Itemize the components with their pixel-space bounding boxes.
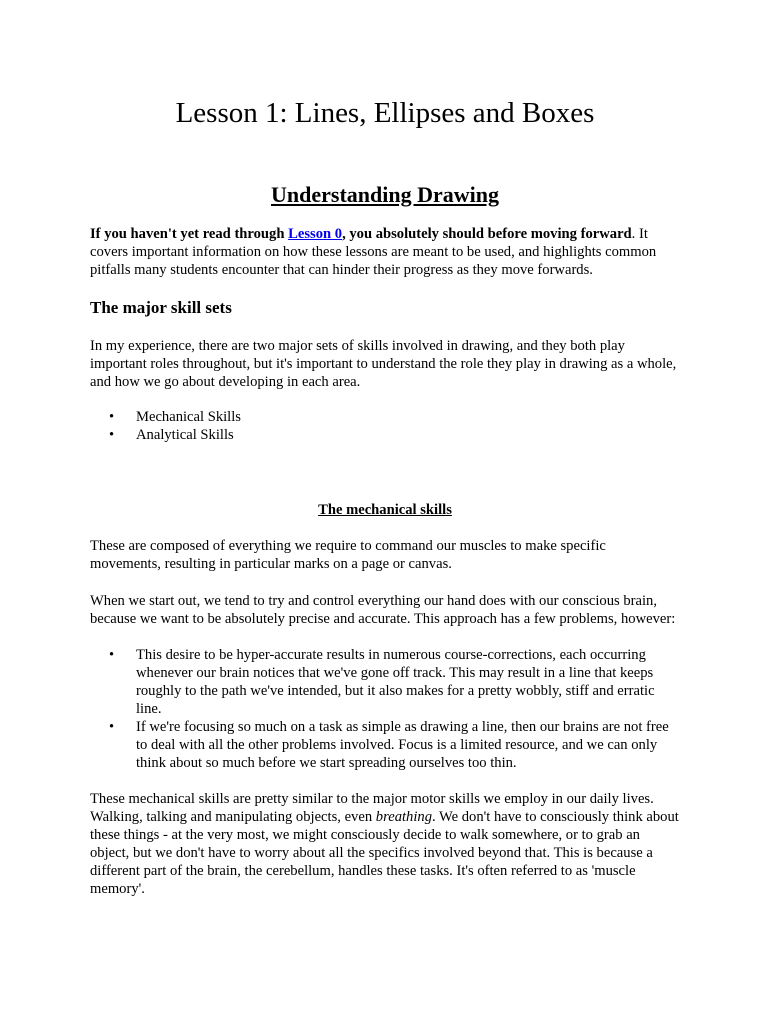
bullet-icon: • xyxy=(109,647,115,663)
list-item xyxy=(109,408,680,426)
mechanical-paragraph-2: When we start out, we tend to try and control everything our hand does with our conscious brain, because we want to be absolutely precise and accurate. This approach has a few problems, however: xyxy=(90,593,676,627)
lesson-0-link[interactable]: Lesson 0 xyxy=(288,226,343,242)
list-item-text: This desire to be hyper-accurate results in numerous course-corrections, each occurring whenever our brain notices that we've gone off track. This may result in a line that keeps roughly to the path we've intended, but it also makes for a pretty wobbly, stiff and erratic line. xyxy=(136,647,655,717)
list-item-text: Analytical Skills xyxy=(136,427,234,443)
list-item-text: If we're focusing so much on a task as simple as drawing a line, then our brains are not free to deal with all the other problems involved. Focus is a limited resource, and we can only think about so much before we start spreading ourselves too thin. xyxy=(136,719,669,771)
mechanical-p3-after: . We don't have to consciously think about these things - at the very most, we might consciously decide to walk somewhere, or to grab an object, but we don't have to worry about all the specifics involved beyond that. This is because a different part of the brain, the cerebellum, handles these tasks. It's often referred to as 'muscle memory'. xyxy=(90,809,679,897)
mechanical-paragraph-3 xyxy=(90,790,680,898)
bullet-icon: • xyxy=(109,427,115,443)
mechanical-paragraph-1: These are composed of everything we require to command our muscles to make specific movements, resulting in particular marks on a page or canvas. xyxy=(90,538,606,572)
mechanical-skills-heading: The mechanical skills xyxy=(318,502,452,518)
section-heading-understanding-drawing: Understanding Drawing xyxy=(271,182,499,207)
breathing-emphasis: breathing xyxy=(375,809,432,825)
major-skill-sets-heading: The major skill sets xyxy=(90,298,232,317)
bullet-icon: • xyxy=(109,409,115,425)
mechanical-p3-before: These mechanical skills are pretty similar to the major motor skills we employ in our daily lives. Walking, talking and manipulating objects, even xyxy=(90,791,654,825)
intro-rest: . It covers important information on how these lessons are meant to be used, and highlights common pitfalls many students encounter that can hinder their progress as they move forwards. xyxy=(90,226,657,278)
bullet-icon: • xyxy=(109,719,115,735)
major-skills-paragraph: In my experience, there are two major sets of skills involved in drawing, and they both play important roles throughout, but it's important to understand the role they play in drawing as a whole, and how we go about developing in each area. xyxy=(90,338,677,390)
page-title: Lesson 1: Lines, Ellipses and Boxes xyxy=(175,97,595,129)
list-item-text: Mechanical Skills xyxy=(136,409,241,425)
list-item xyxy=(109,646,680,718)
intro-bold-before-link: If you haven't yet read through xyxy=(90,226,289,242)
skills-list xyxy=(90,408,680,444)
problems-list xyxy=(90,646,680,772)
intro-bold-after-link: , you absolutely should before moving forward xyxy=(342,226,632,242)
list-item xyxy=(109,426,680,444)
list-item xyxy=(109,718,680,772)
intro-paragraph xyxy=(90,225,680,279)
intro-bold-lead xyxy=(90,226,632,242)
